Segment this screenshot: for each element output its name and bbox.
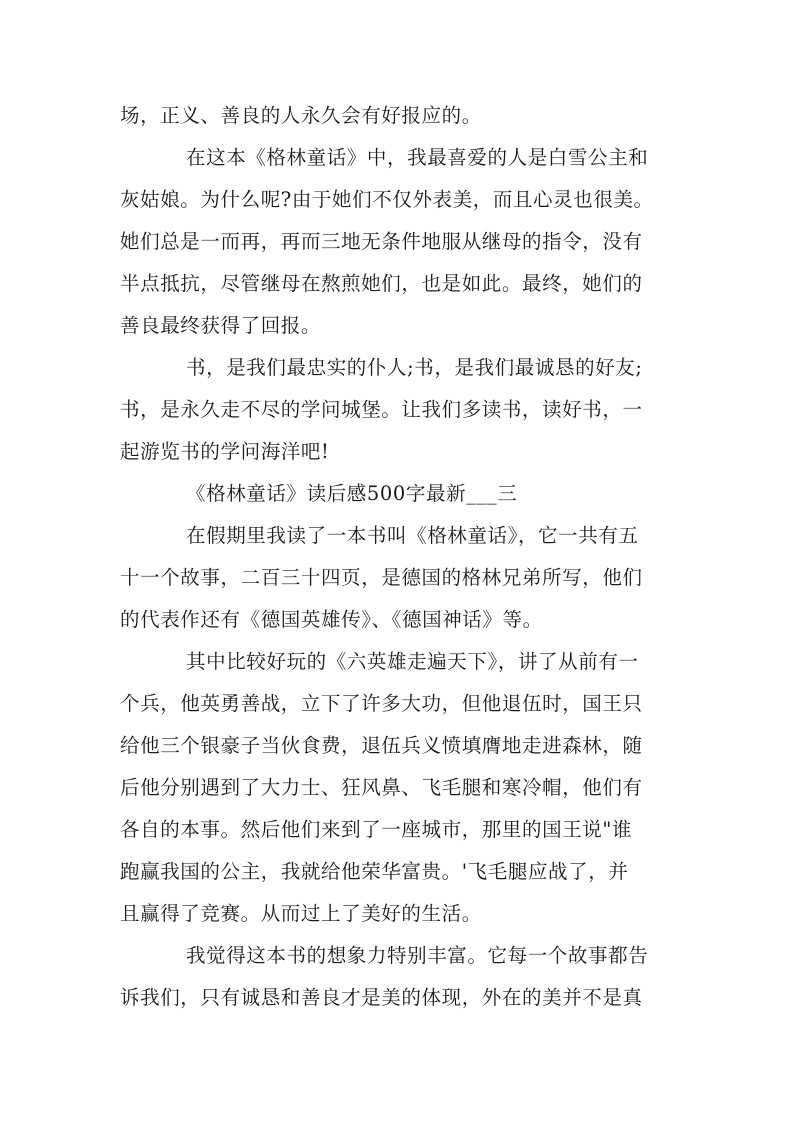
text-line: 善良最终获得了回报。 [120,314,322,337]
paragraph-start-line: 在这本《格林童话》中，我最喜爱的人是白雪公主和 [186,146,649,169]
section-heading: 《格林童话》读后感500字最新___三 [186,482,518,505]
text-line: 各自的本事。然后他们来到了一座城市，那里的国王说"谁 [120,818,633,841]
paragraph-start-line: 在假期里我读了一本书叫《格林童话》，它一共有五 [186,524,639,547]
text-line: 诉我们，只有诚恳和善良才是美的体现，外在的美并不是真 [120,986,643,1009]
paragraph-start-line: 我觉得这本书的想象力特别丰富。它每一个故事都告 [186,944,649,967]
text-line: 的代表作还有《德国英雄传》、《德国神话》等。 [120,608,543,631]
text-line: 且赢得了竞赛。从而过上了美好的生活。 [120,902,482,925]
text-line: 跑赢我国的公主，我就给他荣华富贵。'飞毛腿应战了，并 [120,860,629,883]
text-line: 她们总是一而再，再而三地无条件地服从继母的指令，没有 [120,230,643,253]
text-line: 后他分别遇到了大力士、狂风鼻、飞毛腿和寒冷帽，他们有 [120,776,643,799]
paragraph-start-line: 其中比较好玩的《六英雄走遍天下》，讲了从前有一 [186,650,639,673]
text-line: 起游览书的学问海洋吧! [120,440,330,463]
text-line: 场，正义、善良的人永久会有好报应的。 [120,104,482,127]
text-line: 给他三个银豪子当伙食费，退伍兵义愤填膺地走进森林，随 [120,734,643,757]
text-line: 灰姑娘。为什么呢?由于她们不仅外表美，而且心灵也很美。 [120,188,654,211]
text-line: 半点抵抗，尽管继母在熬煎她们，也是如此。最终，她们的 [120,272,643,295]
text-line: 个兵，他英勇善战，立下了许多大功，但他退伍时，国王只 [120,692,643,715]
paragraph-start-line: 书，是我们最忠实的仆人;书，是我们最诚恳的好友; [186,356,643,379]
text-line: 书，是永久走不尽的学问城堡。让我们多读书，读好书，一 [120,398,643,421]
text-line: 十一个故事，二百三十四页，是德国的格林兄弟所写，他们 [120,566,643,589]
